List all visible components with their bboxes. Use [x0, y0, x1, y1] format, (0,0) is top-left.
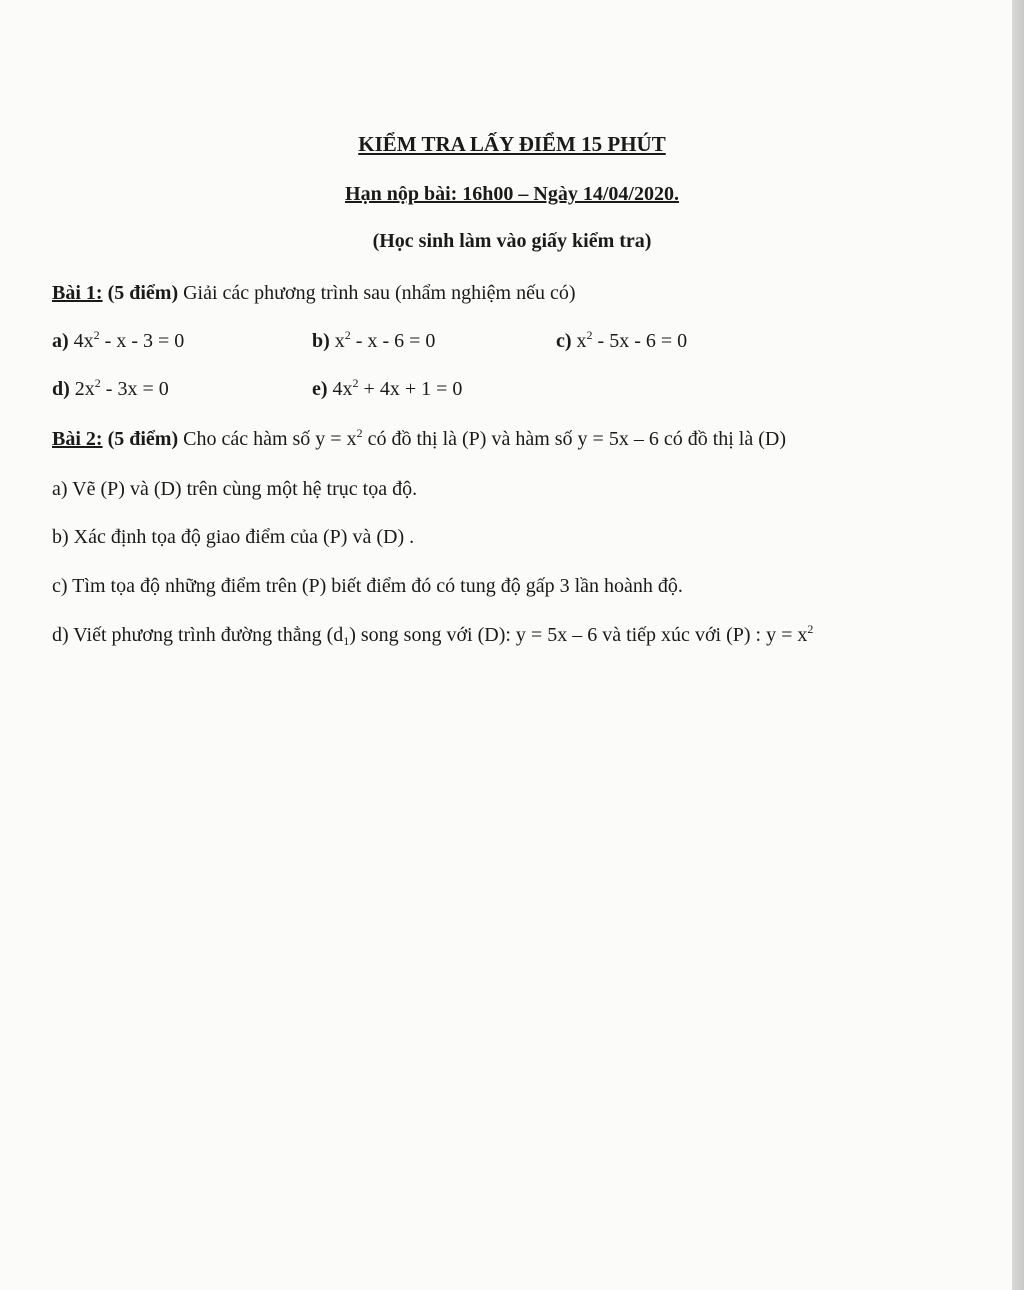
bai2-heading: Bài 2: (5 điểm) Cho các hàm số $y = x^2$ có đồ thị là (P) và hàm số y = 5x – 6 có đồ thị là (D) — [52, 426, 787, 450]
bai1-item-b: b) $x^2 - x - 6 = 0$ — [312, 328, 436, 352]
bai1-item-e: e) $4x^2 + 4x + 1 = 0$ — [312, 376, 463, 400]
exam-title: KIỂM TRA LẤY ĐIỂM 15 PHÚT — [358, 132, 666, 156]
instruction-note: (Học sinh làm vào giấy kiểm tra) — [372, 230, 652, 252]
bai2-question-b: b) Xác định tọa độ giao điểm của (P) và (D) . — [52, 526, 415, 548]
bai1-item-c: c) $x^2 - 5x - 6 = 0$ — [556, 328, 688, 352]
deadline: Hạn nộp bài: 16h00 – Ngày 14/04/2020. — [345, 183, 679, 205]
bai2-question-d: d) Viết phương trình đường thẳng $(d_1)$ song song với (D): y = 5x – 6 và tiếp xúc với (P) : $y = x^2$ — [52, 622, 814, 648]
bai2-question-a: a) Vẽ (P) và (D) trên cùng một hệ trục tọa độ. — [52, 478, 418, 500]
page-edge — [1012, 0, 1024, 1290]
bai1-heading: Bài 1: (5 điểm) Giải các phương trình sau (nhẩm nghiệm nếu có) — [52, 282, 576, 304]
bai1-item-d: d) $2x^2 - 3x = 0$ — [52, 376, 169, 400]
bai2-question-c: c) Tìm tọa độ những điểm trên (P) biết điểm đó có tung độ gấp 3 lần hoành độ. — [52, 575, 683, 597]
bai1-item-a: a) $4x^2 - x - 3 = 0$ — [52, 328, 185, 352]
